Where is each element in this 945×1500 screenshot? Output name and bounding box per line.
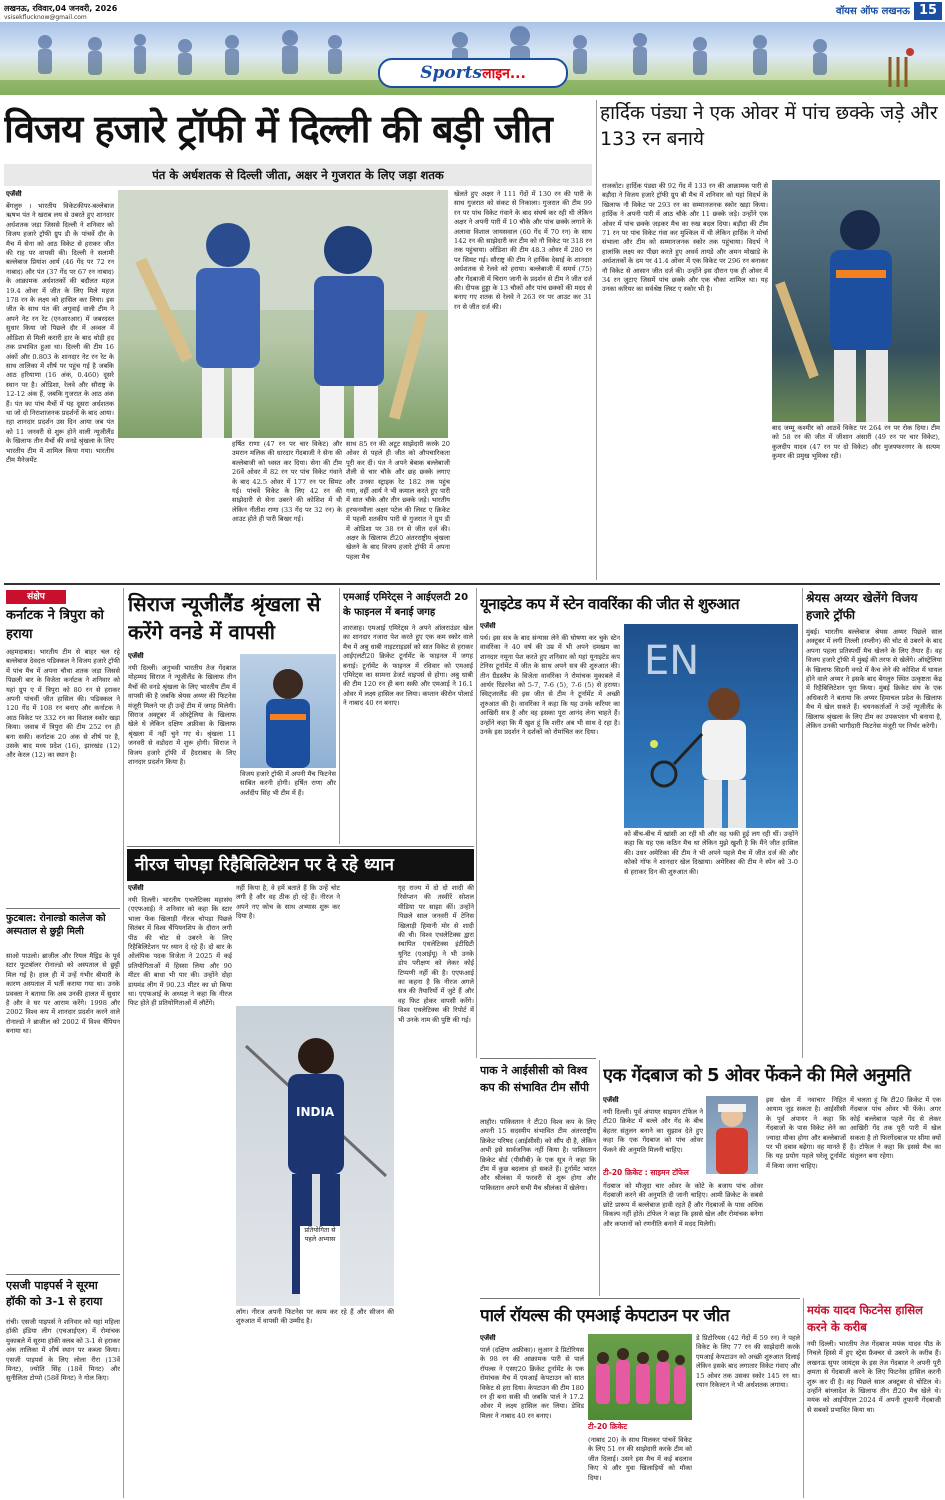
neeraj-middle: नहीं किया है, वे हमें बताते हैं कि उन्हें चोट लगी है और वह ठीक हो रहे हैं। नीरज ने अपने नए कोच के साथ अभ्यास शुरू कर दिया है। [236,884,340,921]
lead-col2: हर्षित राणा (47 रन पर चार विकेट) और उमरान मलिक की धारदार गेंदबाजी ने सेना की बल्लेबाजी को ध्वस्त कर दिया। सेना की टीम 26वें ओवर में 82 रन पर पांच विकेट गंवाने के बाद 42.5 ओवर में 177 रन पर सिमट गई। पांचवें विकेट के लिए 42 रन की साझेदारी से सेना उबरने की कोशिश में थी लेकिन नीतीश राणा (33 गेंद पर 32 रन) के आउट होते ही पारी बिखर गई। [232,440,342,524]
fivover-col2: गेंदबाज को मौजूदा चार ओवर के कोटे के बजाय पांच ओवर गेंदबाजी करने की अनुमति दी जानी चाहिए। आमी क्रिकेट के सबसे छोटे प्रारूप में बल्लेबाज हावी रहते हैं और गेंदबाजों के पास अधिक विकल्प नहीं होते। टॉफेल ने कहा कि इससे खेल और रोमांचक बनेगा और कप्तानों को रणनीति बनाने में मदद मिलेगी। [603,1182,763,1228]
taufel-umpire-photo [706,1096,758,1174]
section-logo-hi: लाइन... [482,66,526,82]
neeraj-headline: नीरज चोपड़ा रिहैबिलिटेशन पर दे रहे ध्यान [127,849,474,881]
siraj-bowling-photo [240,654,336,768]
parl-headline: पार्ल रॉयल्स की एमआई केपटाउन पर जीत [480,1306,730,1326]
lead-headline: विजय हजारे ट्रॉफी में दिल्ली की बड़ी जीत [4,107,552,151]
section-logo-en: Sports [420,63,483,83]
fivover-quote: टी-20 क्रिकेट : साइमन टॉफेल [603,1168,689,1177]
pak-headline: पाक ने आईसीसी को विश्व कप की संभावित टीम सौंपी [480,1064,589,1094]
siraj-photo [240,654,336,768]
ilt20-headline: एमआई एमिरेट्स ने आईएलटी 20 के फाइनल में बनाई जगह [343,592,469,618]
fivover-agency: एजेंसी [603,1096,619,1104]
parl-agency: एजेंसी [480,1334,496,1342]
fivover-col4: में चलता हूं कि टी20 क्रिकेट में एक गेंदबाज पांच ओवर भी फेंके। अगर कोई बल्लेबाज पहले गेंद से लेकर आखिरी गेंद तक पूरी पारी में खेल सकता है तो फिरगेंदबाज पर सीमा क्यों है। टॉफेल ने कहा कि इससे मैच का संतुलन बना रहेगा। [850,1096,941,1161]
united-agency: एजेंसी [480,622,496,630]
masthead-dateline: लखनऊ, रविवार,04 जनवरी, 2026 [4,4,118,13]
fivover-headline: एक गेंदबाज को 5 ओवर फेंकने की मिले अनुमति [603,1065,911,1086]
hardik-batting-photo [772,180,940,422]
lead-subhead: पंत के अर्धशतक से दिल्ली जीता, अक्षर ने गुजरात के लिए जड़ा शतक [4,164,592,186]
parl-col3: (नाबाद 20) के साथ मिलकर पांचवें विकेट के लिए 51 रन की साझेदारी करके टीम को जीत दिलाई। उसने इस मैच में कई बदलाव किए थे और युवा खिलाड़ियों को मौका दिया। [588,1436,692,1482]
page-number: 15 [914,2,942,20]
neeraj-inset-caption: प्रतियोगिता से पहले अभ्यास [300,1226,340,1306]
masthead-brand: वॉयस ऑफ लखनऊ [836,6,910,17]
lead-col4: खेलते हुए अक्षर ने 111 गेंदों में 130 रन की पारी के साथ गुजरात को संकट से निकाला। गुजरात की टीम 99 रन पर पांच विकेट गंवाने के बाद संघर्ष कर रही थी लेकिन अक्षर ने अपनी पारी में 10 चौके और पांच छक्के लगाने के अलावा विशाल जायसवाल (60 गेंद में 70 रन) के साथ 142 रन की साझेदारी कर टीम को नौ विकेट पर 318 रन तक पहुंचाया। ओडिशा की टीम 48.3 ओवर में 280 रन पर सिमट गई। सौराष्ट्र की टीम ने हार्विक देसाई के शानदार अर्धशतक से रेलवे को हराया। बल्लेबाजी में समर्थ (75) और गेंदबाजी में चिराग जानी के प्रदर्शन से टीम ने जीत दर्ज की। दीपक हुड्डा के 13 चौकों और पांच छक्कों की मदद से बनाए गए शतक से रेलवे ने 263 रन पर आउट कर 31 रन से जीत दर्ज की। [454,190,592,311]
fivover-col3: इस खेल में नवाचार निहित आयाम जुड़ सकता है। आईसीसी के पूर्व अंपायर ने कहा कि गेंदबाजों के पास विकेट लेने का ज्यादा मौका होगा और बल्लेबाजों पर भी दबाव बढ़ेगा। वह मानते हैं कि यह प्रयोग पहले घरेलू टूर्नामेंट में किया जाना चाहिए। [766,1096,846,1170]
neeraj-body: नयी दिल्ली। भारतीय एथलेटिक्स महासंघ (एएफआई) ने शनिवार को कहा कि स्टार भाला फेंक खिलाड़ी नीरज चोपड़ा पिछले सितंबर में विश्व चैंपियनशिप के दौरान लगी पीठ की चोट से उबरने के लिए रिहैबिलिटेशन पर ध्यान दे रहे हैं। दो बार के ओलंपिक पदक विजेता ने 2025 में कई प्रतियोगिताओं में हिस्सा लिया और 90 मीटर की बाधा भी पार की। उन्होंने दोहा डायमंड लीग में 90.23 मीटर का थ्रो किया था। एएफआई के अध्यक्ष ने कहा कि नीरज फिट होते ही प्रतियोगिताओं में लौटेंगे। [128,896,232,1008]
parl-col2: डे प्रिटोरियस (42 गेंदों में 59 रन) ने पहले विकेट के लिए 77 रन की साझेदारी करके एमआई केपटाउन को अच्छी शुरुआत दिलाई लेकिन इसके बाद लगातार विकेट गंवाए और 15 ओवर तक उसका स्कोर 145 रन था। रयान रिकेल्टन ने भी अर्धशतक लगाया। [696,1334,800,1390]
ilt20-body: शारजाह। एमआई एमिरेट्स ने अपने ऑलराउंडर खेल का शानदार नजारा पेश करते हुए एक कम स्कोर वाले मैच में अबु धाबी नाइटराइडर्स को सात विकेट से हराकर आईएलटी20 क्रिकेट टूर्नामेंट के फाइनल में जगह बनाई। टूर्नामेंट के फाइनल में रविवार को एमआई एमिरेट्स का सामना डेजर्ट वाइपर्स से होगा। अबु धाबी की टीम 120 रन ही बना सकी और एमआई ने 16.1 ओवर में लक्ष्य हासिल कर लिया। कप्तान कीरोन पोलार्ड ने नाबाद 40 रन बनाए। [343,624,473,708]
wawrinka-photo [624,624,798,828]
fivover-body: नयी दिल्ली। पूर्व अंपायर साइमन टॉफेल ने टी20 क्रिकेट में बल्ले और गेंद के बीच बेहतर संतुलन बनाने का सुझाव देते हुए कहा कि एक गेंदबाज को पांच ओवर फेंकने की अनुमति मिलनी चाहिए। [603,1108,703,1154]
hardik-photo [772,180,940,422]
brief-p2: साओ पाउलो। ब्राजील और रियल मैड्रिड के पूर्व स्टार फुटबॉलर रोनाल्डो को अस्पताल से छुट्टी मिल गई है। हाल ही में उन्हें गंभीर बीमारी के कारण अस्पताल में भर्ती कराया गया था। उनके प्रवक्ता ने बताया कि अब उनकी हालत में सुधार है और वे घर पर आराम करेंगे। 1998 और 2002 विश्व कप में शानदार प्रदर्शन करने वाले रोनाल्डो ने ब्राजील को 2002 में विश्व चैंपियन बनाया था। [6,952,120,1036]
brief-h3: एसजी पाइपर्स ने सूरमा हॉकी को 3-1 से हराया [6,1279,103,1308]
mayank-body: नयी दिल्ली। भारतीय तेज गेंदबाज मयंक यादव पीठ के निचले हिस्से में हुए स्ट्रेस फ्रैक्चर से उबरने के करीब हैं। लखनऊ सुपर जायंट्स के इस तेज गेंदबाज ने अपनी पूरी क्षमता से गेंदबाजी करने के लिए फिटनेस हासिल करनी शुरू कर दी है। वह पिछले साल अक्टूबर से चोटिल थे। उन्होंने बांग्लादेश के खिलाफ तीन टी20 मैच खेले थे। मयंक को आईपीएल 2024 में अपनी तूफानी गेंदबाजी से सबको प्रभावित किया था। [807,1340,941,1414]
siraj-headline: सिराज न्यूजीलैंड श्रृंखला से करेंगे वनडे में वापसी [128,592,321,644]
neeraj-caption: लॉग। नीरज अपनी फिटनेस पर काम कर रहे हैं और सीजन की शुरुआत में वापसी की उम्मीद है। [236,1308,394,1326]
lead-col1: बेंगलुरु । भारतीय विकेटकीपर-बल्लेबाज ऋषभ पंत ने खराब लय से उबरते हुए शानदार अर्धशतक जड़ा जिससे दिल्ली ने शनिवार को विजय हजारे ट्रॉफी ग्रुप डी के पांचवें दौर के मैच में सेना को आठ विकेट से हराकर जीत की राह पर वापसी की। दिल्ली ने सलामी बल्लेबाज प्रियांश आर्य (46 गेंद पर 72 रन नाबाद) और पंत (37 गेंद पर 67 रन नाबाद) के आक्रामक अर्धशतकों की बदौलत महज 19.4 ओवर में जीत के लिए मिले महज 178 रन के लक्ष्य को हासिल कर लिया। इस जीत के साथ पंत की अगुवाई वाली टीम ने अपने नेट रन रेट (एनआरआर) में जबरदस्त सुधार किया जो पिछले दौर में अव्वल में ओडिशा से मिली करारी हार के बाद थोड़ी हद तक प्रभावित हुआ था। दिल्ली की टीम 16 अंकों और 0.803 के शानदार नेट रन रेट के साथ तालिका में शीर्ष पर पहुंच गई है जबकि आठ हरियाणा (16 अंक, 0.460) दूसरे स्थान पर है। ओडिशा, रेलवे और सौराष्ट्र के 12-12 अंक हैं, जबकि गुजरात के आठ अंक हैं। पंत का पांच मैचों में यह दूसरा अर्धशतक था जो दो निराशाजनक प्रदर्शनों के बाद आया। रहा शानदार प्रदर्शन उस दिन आया जब पंत को 11 जनवरी से शुरू होने वाली न्यूजीलैंड के खिलाफ तीन मैचों की वनडे श्रृंखला के लिए भारतीय टीम में शामिल किया गया। भारतीय टीम मैनेजमेंट [6,202,114,464]
hardik-caption: बाद जम्मू कश्मीर को आठवें विकेट पर 264 रन पर रोक दिया। टीम को 58 रन की जीत में जीशान अंसारी (49 रन पर चार विकेट), कुलदीप यादव (47 रन पर दो विकेट) और मुजफ्फरनगर के सत्यम कुमार की प्रमुख भूमिका रही। [772,424,940,461]
parl-photo [588,1334,692,1420]
brief-p3: रांची। एसजी पाइपर्स ने शनिवार को यहां महिला हॉकी इंडिया लीग (एचआईएल) में रोमांचक मुकाबले में सूरमा हॉकी क्लब को 3-1 से हराकर अंक तालिका में शीर्ष स्थान पर कब्जा किया। एसजी पाइपर्स के लिए लोला रीरा (13वें मिनट), ज्योति सिंह (18वें मिनट) और सुनीलिता टोप्पो (58वें मिनट) ने गोल किए। [6,1318,120,1383]
siraj-agency: एजेंसी [128,652,144,660]
paarl-royals-celebration-photo [588,1334,692,1420]
taufel-photo [706,1096,758,1174]
brief-h1: कर्नाटक ने त्रिपुरा को हराया [6,608,104,642]
neeraj-agency: एजेंसी [128,884,144,892]
mayank-headline: मयंक यादव फिटनेस हासिल करने के करीब [807,1303,923,1334]
brief-h2: फुटबाल: रोनाल्डो कालेज को अस्पताल से छुट्टी मिली [6,913,106,937]
brief-p1: अहमदाबाद। भारतीय टीम से बाहर चल रहे बल्लेबाज देवदत्त पडिक्कल ने विजय हजारे ट्रॉफी में पांच मैच में अपना चौथा शतक जड़ा जिससे पिछली बार के विजेता कर्नाटक ने शनिवार को यहां ग्रुप ए में त्रिपुरा को 80 रन से हराकर अपनी पांचवीं जीत हासिल की। पडिक्कल ने 120 गेंद में 108 रन बनाए और कर्नाटक ने आठ विकेट पर 332 रन का विशाल स्कोर खड़ा किया। जवाब में त्रिपुरा की टीम 252 रन ही बना सकी। कर्नाटक 20 अंक से शीर्ष पर है, उसके बाद मध्य प्रदेश (16), झारखंड (12) और केरल (12) का स्थान है। [6,648,120,760]
united-headline: यूनाइटेड कप में स्टेन वावरिंका की जीत से शुरुआत [480,595,740,613]
shreyas-body: मुंबई। भारतीय बल्लेबाज श्रेयस अय्यर पिछले साल अक्टूबर में लगी तिल्ली (स्प्लीन) की चोट से उबरने के बाद अपना पहला प्रतिस्पर्धी मैच खेलने के लिए तैयार हैं। वह विजय हजारे ट्रॉफी में मुंबई की तरफ से खेलेंगे। ऑस्ट्रेलिया के खिलाफ सिडनी वनडे में कैच लेने की कोशिश में घायल होने वाले अय्यर ने इसके बाद बेंगलुरु स्थित उत्कृष्टता केंद्र में रिहैबिलिटेशन पूरा किया। मुंबई क्रिकेट संघ के एक अधिकारी ने बताया कि अय्यर हिमाचल प्रदेश के खिलाफ मैच में खेल सकते हैं। चयनकर्ताओं ने उन्हें न्यूजीलैंड के खिलाफ श्रृंखला के लिए टीम का उपकप्तान भी बनाया है, लेकिन उनकी भागीदारी फिटनेस मंजूरी पर निर्भर करेगी। [806,628,942,731]
section-logo [378,58,568,88]
siraj-body: नयी दिल्ली। अनुभवी भारतीय तेज गेंदबाज मोहम्मद सिराज ने न्यूजीलैंड के खिलाफ तीन मैचों की वनडे श्रृंखला के लिए भारतीय टीम में वापसी की है जबकि श्रेयस अय्यर की फिटनेस मंजूरी मिलने पर ही उन्हें टीम में जगह मिलेगी। सिराज अक्टूबर में ऑस्ट्रेलिया के खिलाफ खेले थे लेकिन दक्षिण अफ्रीका के खिलाफ श्रृंखला में नहीं चुने गए थे। श्रृंखला 11 जनवरी से वडोदरा में शुरू होगी। सिराज ने विजय हजारे ट्रॉफी में हैदराबाद के लिए शानदार प्रदर्शन किया है। [128,664,236,767]
united-caption: को बीच-बीच में खांसी आ रही थी और वह थकी हुई लग रही थीं। उन्होंने कहा कि यह एक कठिन मैच था लेकिन मुझे खुशी है कि मैंने जीत हासिल की। उधर अमेरिका की टीम ने भी अपने पहले मैच में जीत दर्ज की और कोको गॉफ ने शानदार खेल दिखाया। अमेरिका की टीम ने स्पेन को 3-0 से हराकर दिन की शुरुआत की। [624,830,798,876]
lead-photo [118,190,448,438]
brief-label: संक्षेप [6,590,66,604]
lead-agency: एजेंसी [6,190,22,198]
hardik-body: राजकोट। हार्दिक पंड्या की 92 गेंद में 133 रन की आक्रामक पारी से बड़ौदा ने विजय हजारे ट्रॉफी ग्रुप बी मैच में शनिवार को यहां विदर्भ के खिलाफ नौ विकेट पर 293 रन का सम्मानजनक स्कोर खड़ा किया। हार्दिक ने अपनी पारी में आठ चौके और 11 छक्के जड़े। उन्होंने एक ओवर में पांच छक्के जड़कर मैच का रुख बदल दिया। बड़ौदा की टीम 71 रन पर पांच विकेट गंवा कर मुश्किल में थी लेकिन हार्दिक ने मोर्चा संभाला और टीम को सम्मानजनक स्कोर तक पहुंचाया। विदर्भ ने हालांकि लक्ष्य का पीछा करते हुए अथर्व तायडे और अमन मोखाडे के अर्धशतकों के दम पर 41.4 ओवर में एक विकेट पर 296 रन बनाकर नौ विकेट से आसान जीत दर्ज की। उन्होंने इस दौरान एक ही ओवर में 34 रन जुटाए जिसमें पांच छक्के और एक चौका शामिल था। यह उनका करियर का सर्वश्रेष्ठ लिस्ट ए स्कोर भी है। [602,182,768,294]
neeraj-col3: गृह राज्य में दो दो शादी की रिसेप्शन की तस्वीरें सोशल मीडिया पर साझा कीं। उन्होंने पिछले साल जनवरी में टेनिस खिलाड़ी हिमानी मोर से शादी की थी। विश्व एथलेटिक्स द्वारा स्थापित एथलेटिक्स इंटीग्रिटी यूनिट (एआईयू) ने भी उनके डोप परीक्षण को लेकर कोई टिप्पणी नहीं की है। एएफआई का कहना है कि नीरज अगले सत्र की तैयारियों में जुटे हैं और वह फिट होकर वापसी करेंगे। विश्व एथलेटिक्स की रिपोर्ट में भी उनके नाम की पुष्टि की गई। [398,884,474,1024]
siraj-caption: विजय हजारे ट्रॉफी में अपनी मैच फिटनेस साबित करनी होगी। हर्षित राणा और अर्शदीप सिंह भी टीम में हैं। [240,770,336,797]
lead-col3: साथ 85 रन की अटूट साझेदारी करके 20 ओवर से पहले ही जीत को औपचारिकता पूरी कर दी। पंत ने अपने बेबाक बल्लेबाजी शैली से चार चौके और छह छक्के लगाए और उनका स्ट्राइक रेट 182 तक पहुंच गया, वहीं आर्य ने भी कमाल करते हुए पारी में सात चौके और तीन छक्के जड़े। भारतीय हरफनमौला अक्षर पटेल की लिस्ट ए क्रिकेट में पहली शतकीय पारी से गुजरात ने ग्रुप डी में ओडिशा पर 38 रन से जीत दर्ज की। अक्षर के खिलाफ टी20 अंतरराष्ट्रीय श्रृंखला खेलने के बाद विजय हजारे ट्रॉफी में अपना पहला मैच [346,440,450,561]
united-body: पर्थ। इस सत्र के बाद संन्यास लेने की घोषणा कर चुके स्टेन वावरिंका ने 40 वर्ष की उम्र में भी अपने दमखम का शानदार नमूना पेश करते हुए शनिवार को यहां यूनाइटेड कप टेनिस टूर्नामेंट में जीत के साथ अपने सत्र की शुरुआत की। तीन ग्रैंडस्लैम के विजेता वावरिंका ने रोमांचक मुकाबले में आर्थर रिंडरनेश को 5-7, 7-6 (5), 7-6 (5) से हराया। स्विट्जरलैंड की इस जीत से टीम ने टूर्नामेंट में अच्छी शुरुआत की है। वावरिंका ने कहा कि यह उनके करियर का आखिरी सत्र है और वह इसका पूरा आनंद लेना चाहते हैं। उन्होंने कहा कि मैं खुश हूं कि शरीर अब भी साथ दे रहा है। उनके इस प्रदर्शन ने दर्शकों को रोमांचित कर दिया। [480,634,620,737]
sports-banner [0,22,945,95]
parl-quote: टी-20 क्रिकेट [588,1422,628,1431]
svg-text:INDIA: INDIA [296,1105,335,1119]
pak-body: लाहौर। पाकिस्तान ने टी20 विश्व कप के लिए अपनी 15 सदस्यीय संभावित टीम अंतरराष्ट्रीय क्रिकेट परिषद (आईसीसी) को सौंप दी है, लेकिन अभी इसे सार्वजनिक नहीं किया है। पाकिस्तान क्रिकेट बोर्ड (पीसीबी) के एक सूत्र ने कहा कि टीम में कुछ बदलाव हो सकते हैं। टूर्नामेंट भारत और श्रीलंका में फरवरी से शुरू होगा और पाकिस्तान अपने सभी मैच श्रीलंका में खेलेगा। [480,1118,596,1192]
hardik-headline: हार्दिक पंड्या ने एक ओवर में पांच छक्के जड़े और 133 रन बनाये [600,102,938,150]
pant-batting-photo [118,190,448,438]
parl-body: पार्ल (दक्षिण अफ्रीका)। लुआन डे प्रिटोरियस के 98 रन की आक्रामक पारी से पार्ल रॉयल्स ने एसए20 क्रिकेट टूर्नामेंट के एक रोमांचक मैच में एमआई केपटाउन को सात विकेट से हरा दिया। केपटाउन की टीम 180 रन ही बना सकी थी जबकि पार्ल ने 17.2 ओवर में लक्ष्य हासिल कर लिया। डेविड मिलर ने नाबाद 40 रन बनाए। [480,1346,584,1420]
shreyas-headline: श्रेयस अय्यर खेलेंगे विजय हजारे ट्रॉफी [806,591,918,622]
masthead-email: vsisekflucknow@gmail.com [4,14,87,21]
svg-text:EN: EN [644,638,700,684]
wawrinka-tennis-photo [624,624,798,828]
